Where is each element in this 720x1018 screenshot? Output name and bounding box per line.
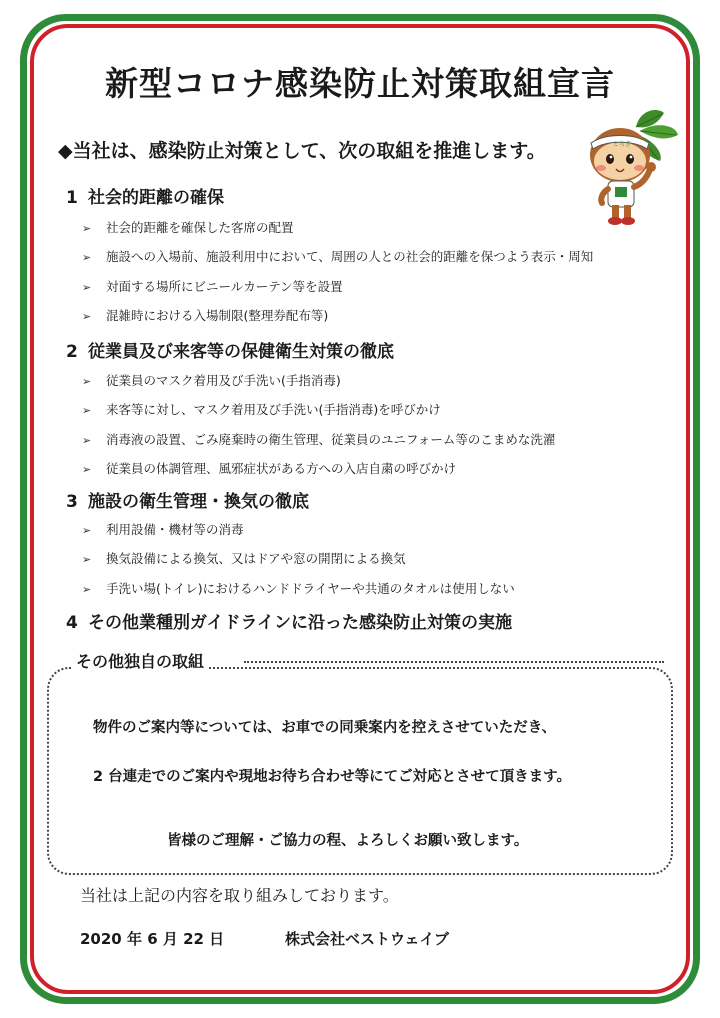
other-initiatives-line: 2 台連走でのご案内や現地お待ち合わせ等にてご対応とさせて頂きます。 — [93, 769, 571, 785]
arrow-bullet-icon: ➢ — [82, 251, 92, 265]
list-item — [82, 574, 515, 603]
arrow-bullet-icon: ➢ — [82, 309, 92, 323]
list-item — [82, 272, 593, 301]
company-name: 株式会社ベストウェイブ — [285, 930, 449, 948]
section-number: 4 — [66, 613, 78, 633]
arrow-bullet-icon: ➢ — [82, 222, 92, 235]
mascot-headband-text: とちぎ — [613, 141, 632, 148]
list-item-text: 消毒液の設置、ごみ廃棄時の衛生管理、従業員のユニフォーム等のこまめな洗濯 — [106, 431, 556, 447]
arrow-bullet-icon: ➢ — [82, 553, 92, 567]
other-initiatives-title: その他独自の取組 — [72, 649, 208, 672]
list-item — [82, 301, 593, 330]
list-item — [82, 395, 555, 424]
arrow-bullet-icon: ➢ — [82, 582, 92, 596]
closing-statement: 当社は上記の内容を取り組みしております。 — [80, 886, 399, 905]
list-item — [82, 213, 593, 242]
section-2-heading — [66, 337, 394, 362]
page-title: 新型コロナ感染防止対策取組宣言 — [105, 64, 615, 103]
section-3-items — [82, 515, 515, 603]
arrow-bullet-icon: ➢ — [82, 280, 92, 294]
list-item — [82, 515, 515, 544]
list-item-text: 対面する場所にビニールカーテン等を設置 — [106, 278, 343, 294]
list-item-text: 従業員のマスク着用及び手洗い(手指消毒) — [106, 373, 341, 388]
list-item — [82, 366, 555, 395]
mascot-character-icon — [578, 105, 688, 230]
section-1-items — [82, 213, 593, 330]
list-item-text: 利用設備・機材等の消毒 — [106, 522, 244, 537]
arrow-bullet-icon: ➢ — [82, 462, 92, 476]
list-item — [82, 454, 555, 483]
section-number: 1 — [66, 188, 78, 208]
arrow-bullet-icon: ➢ — [82, 404, 92, 418]
section-title: 従業員及び来客等の保健衛生対策の徹底 — [88, 342, 394, 362]
arrow-bullet-icon: ➢ — [82, 433, 92, 447]
list-item-text: 施設への入場前、施設利用中において、周囲の人との社会的距離を保つよう表示・周知 — [106, 249, 594, 265]
declaration-date: 2020 年 6 月 22 日 — [80, 930, 225, 948]
section-3-heading — [66, 487, 309, 512]
section-title: 社会的距離の確保 — [88, 188, 224, 208]
list-item-text: 社会的距離を確保した客席の配置 — [106, 220, 294, 235]
box-title-dotted-rule — [244, 661, 664, 663]
section-1-heading — [66, 183, 224, 208]
arrow-bullet-icon: ➢ — [82, 524, 92, 537]
list-item — [82, 425, 555, 454]
list-item — [82, 544, 515, 573]
list-item-text: 換気設備による換気、又はドアや窓の開閉による換気 — [106, 551, 406, 567]
intro-statement: ◆当社は、感染防止対策として、次の取組を推進します。 — [58, 140, 546, 162]
list-item-text: 従業員の体調管理、風邪症状がある方への入店自粛の呼びかけ — [106, 460, 457, 476]
other-initiatives-line: 皆様のご理解・ご協力の程、よろしくお願い致します。 — [167, 833, 529, 849]
section-title: その他業種別ガイドラインに沿った感染防止対策の実施 — [88, 613, 512, 633]
section-2-items — [82, 366, 555, 483]
arrow-bullet-icon: ➢ — [82, 375, 92, 388]
section-title: 施設の衛生管理・換気の徹底 — [88, 492, 309, 512]
list-item — [82, 242, 593, 271]
list-item-text: 手洗い場(トイレ)におけるハンドドライヤーや共通のタオルは使用しない — [106, 580, 515, 596]
list-item-text: 混雑時における入場制限(整理券配布等) — [106, 307, 329, 323]
section-number: 3 — [66, 492, 78, 512]
section-4-heading — [66, 608, 512, 633]
section-number: 2 — [66, 342, 78, 362]
other-initiatives-line: 物件のご案内等については、お車での同乗案内を控えさせていただき、 — [93, 720, 557, 736]
list-item-text: 来客等に対し、マスク着用及び手洗い(手指消毒)を呼びかけ — [106, 402, 441, 418]
